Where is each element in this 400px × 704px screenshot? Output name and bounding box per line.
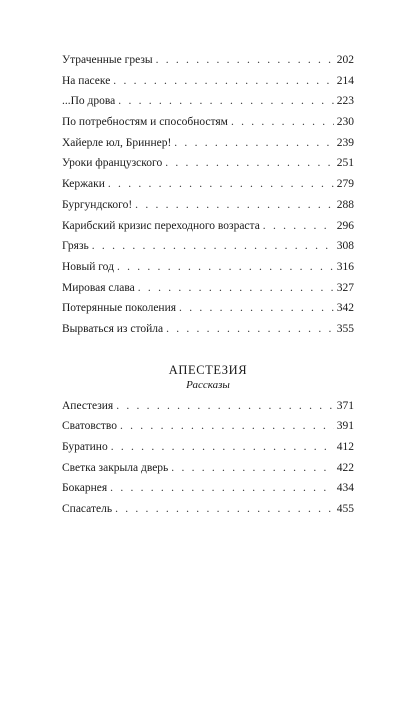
table-of-contents: [62, 50, 354, 520]
toc-entry: [62, 71, 354, 92]
toc-entry-page: 239: [336, 136, 354, 149]
dot-leader: [165, 153, 334, 174]
toc-entry: [62, 91, 354, 112]
toc-entry: [62, 478, 354, 499]
toc-entry-page: 412: [336, 441, 354, 453]
toc-entry: [62, 153, 354, 174]
toc-entry-page: 223: [336, 95, 354, 108]
toc-entry: [62, 112, 354, 133]
toc-entry-page: 279: [336, 178, 354, 191]
dot-leader: [108, 174, 334, 195]
toc-entry: [62, 499, 354, 520]
toc-entry-title: Бокарнея: [62, 482, 108, 495]
dot-leader: [171, 458, 333, 479]
dot-leader: [166, 319, 334, 340]
toc-entry-title: Сватовство: [62, 420, 117, 433]
toc-entry-page: 434: [336, 482, 354, 495]
toc-entry-page: 355: [336, 322, 354, 335]
dot-leader: [118, 91, 333, 112]
toc-entry-title: Кержаки: [62, 178, 105, 191]
dot-leader: [117, 257, 334, 278]
toc-entry: [62, 236, 354, 257]
dot-leader: [231, 112, 334, 133]
toc-entry-page: 214: [336, 74, 354, 87]
dot-leader: [111, 437, 334, 458]
toc-entry-title: По потребностям и способностям: [62, 116, 228, 129]
toc-entry: [62, 458, 354, 479]
toc-entry: [62, 133, 354, 154]
dot-leader: [113, 71, 333, 92]
dot-leader: [263, 216, 334, 237]
toc-list-top: [62, 50, 354, 340]
section-subtitle: Рассказы: [186, 378, 230, 391]
toc-entry-page: 391: [336, 420, 354, 433]
toc-entry-title: Спасатель: [62, 503, 113, 516]
dot-leader: [135, 195, 334, 216]
toc-entry-page: 422: [336, 461, 354, 474]
toc-entry: [62, 298, 354, 319]
toc-entry-title: Новый год: [62, 260, 114, 273]
toc-entry-title: Бургундского!: [62, 198, 133, 211]
toc-entry: [62, 416, 354, 437]
dot-leader: [138, 278, 334, 299]
toc-entry-title: Вырваться из стойла: [62, 322, 164, 335]
toc-entry-page: 308: [336, 240, 354, 253]
toc-entry: [62, 174, 354, 195]
toc-list-bottom: [62, 396, 354, 520]
toc-entry: [62, 437, 354, 458]
toc-entry-title: Светка закрыла дверь: [62, 461, 169, 474]
dot-leader: [156, 50, 334, 71]
dot-leader: [174, 133, 333, 154]
toc-entry: [62, 319, 354, 340]
toc-entry-page: 316: [336, 260, 354, 273]
toc-entry-title: Апестезия: [62, 399, 114, 412]
toc-entry: [62, 195, 354, 216]
toc-entry-page: 202: [336, 54, 354, 66]
toc-entry-page: 327: [336, 281, 354, 294]
toc-entry-page: 455: [336, 503, 354, 516]
toc-entry: [62, 257, 354, 278]
toc-entry-title: Потерянные поколения: [62, 302, 177, 315]
dot-leader: [179, 298, 334, 319]
toc-entry-title: ...По дрова: [62, 95, 116, 108]
section-heading: [62, 362, 354, 392]
toc-entry: [62, 278, 354, 299]
toc-entry-title: Уроки французского: [62, 157, 163, 170]
toc-entry-page: 230: [336, 116, 354, 129]
toc-entry: [62, 396, 354, 417]
toc-entry-page: 342: [336, 302, 354, 315]
toc-entry: [62, 216, 354, 237]
toc-entry-title: Карибский кризис переходного возраста: [62, 219, 260, 232]
toc-entry-title: На пасеке: [62, 74, 111, 87]
toc-entry-title: Грязь: [62, 240, 89, 253]
dot-leader: [116, 396, 334, 417]
dot-leader: [92, 236, 334, 257]
dot-leader: [110, 478, 334, 499]
toc-entry-title: Буратино: [62, 441, 108, 453]
section-title: АПЕСТЕЗИЯ: [168, 362, 248, 377]
toc-entry-title: Хайерле юл, Бриннер!: [62, 136, 172, 149]
dot-leader: [115, 499, 334, 520]
toc-entry-title: Мировая слава: [62, 281, 135, 294]
toc-entry-title: Утраченные грезы: [62, 54, 153, 66]
dot-leader: [120, 416, 334, 437]
toc-entry-page: 288: [336, 198, 354, 211]
toc-entry-page: 371: [336, 399, 354, 412]
toc-entry: [62, 50, 354, 71]
toc-entry-page: 296: [336, 219, 354, 232]
toc-entry-page: 251: [336, 157, 354, 170]
